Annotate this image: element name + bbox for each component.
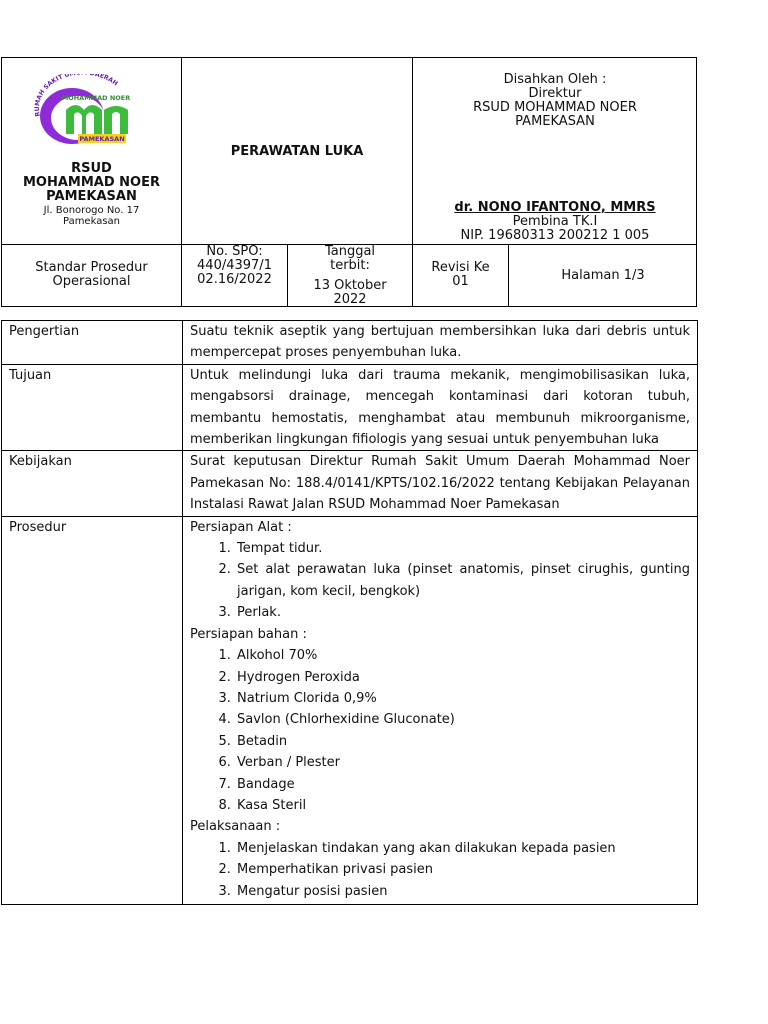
spo-number (182, 245, 287, 287)
document-title: PERAWATAN LUKA (230, 144, 364, 159)
list-item: 2. Set alat perawatan luka (pinset anatomis, pinset cirughis, gunting jarigan, kom kecil, bengkok) (235, 559, 690, 602)
sop-label (2, 261, 181, 289)
spo-number-line: No. SPO: (206, 244, 263, 259)
revision-value: 01 (452, 274, 469, 289)
list-item: 3. Perlak. (235, 602, 690, 623)
list-item: 6. Verban / Plester (235, 752, 690, 773)
section-title: Persiapan Alat : (190, 519, 292, 535)
list-item: 2. Memperhatikan privasi pasien (235, 859, 690, 880)
hospital-logo (32, 74, 140, 146)
list-bahan (190, 645, 690, 816)
list-alat (190, 538, 690, 624)
list-item: 8. Kasa Steril (235, 795, 690, 816)
table-row (2, 516, 698, 904)
sop-label-line: Operasional (52, 274, 131, 289)
row-value: Untuk melindungi luka dari trauma mekanik, mengimobilisasikan luka, mengabsorsi drainage, mencegah kontaminasi dari kotoran tubuh, membantu hemostatis, menghambat atau membunuh mikroorganisme, memberikan lingkungan fifiologis yang sesuai untuk penyembuhan luka (183, 364, 698, 451)
address-line: Jl. Bonorogo No. 17 (43, 205, 140, 216)
revision-label: Revisi Ke (431, 260, 490, 275)
list-pelaksanaan (190, 838, 690, 902)
signature-block (413, 201, 697, 243)
approval-block (413, 73, 697, 129)
table-row (2, 364, 698, 451)
issue-date-value: 2022 (333, 292, 367, 307)
approver-org: RSUD MOHAMMAD NOER (473, 100, 637, 115)
list-item: 7. Bandage (235, 774, 690, 795)
issue-date-label: terbit: (330, 258, 370, 273)
row-value (183, 516, 698, 904)
list-item: 3. Mengatur posisi pasien (235, 881, 690, 902)
table-row (2, 321, 698, 365)
row-label: Prosedur (2, 516, 183, 904)
list-item: 2. Hydrogen Peroxida (235, 667, 690, 688)
hospital-name-line: MOHAMMAD NOER (22, 175, 160, 190)
list-item: 1. Alkohol 70% (235, 645, 690, 666)
approver-role: Direktur (528, 86, 582, 101)
list-item: 1. Tempat tidur. (235, 538, 690, 559)
row-value: Suatu teknik aseptik yang bertujuan membersihkan luka dari debris untuk mempercepat proses penyembuhan luka. (183, 321, 698, 365)
revision (413, 261, 508, 289)
section-title: Pelaksanaan : (190, 819, 281, 835)
hospital-name (2, 162, 181, 204)
hospital-address (2, 205, 181, 227)
list-item: 4. Savlon (Chlorhexidine Gluconate) (235, 709, 690, 730)
logo-city: PAMEKASAN (79, 135, 125, 143)
document-header (1, 57, 697, 307)
spo-number-line: 02.16/2022 (197, 272, 272, 287)
issue-date-label: Tanggal (324, 244, 376, 259)
approver-org: PAMEKASAN (515, 114, 595, 129)
sop-table (1, 320, 698, 905)
row-label: Kebijakan (2, 451, 183, 516)
sop-label-line: Standar Prosedur (35, 260, 148, 275)
list-item: 5. Betadin (235, 731, 690, 752)
signer-rank: Pembina TK.I (512, 214, 598, 229)
section-title: Persiapan bahan : (190, 626, 307, 642)
list-item: 3. Natrium Clorida 0,9% (235, 688, 690, 709)
signer-nip: NIP. 19680313 200212 1 005 (460, 228, 650, 243)
hospital-name-line: PAMEKASAN (46, 189, 137, 204)
issue-date (288, 245, 412, 307)
spo-number-line: 440/4397/1 (197, 258, 272, 273)
list-item: 1. Menjelaskan tindakan yang akan dilakukan kepada pasien (235, 838, 690, 859)
row-label: Tujuan (2, 364, 183, 451)
address-line: Pamekasan (62, 216, 121, 227)
table-row (2, 451, 698, 516)
logo-name: MOHAMMAD NOER (61, 94, 131, 102)
page-info: Halaman 1/3 (561, 268, 645, 283)
issue-date-value: 13 Oktober (313, 278, 387, 293)
signer-name: dr. NONO IFANTONO, MMRS (454, 200, 656, 215)
hospital-name-line: RSUD (71, 161, 112, 176)
approved-by-label: Disahkan Oleh : (503, 72, 607, 87)
logo-arc-text: RUMAH SAKIT U AERAH (33, 74, 119, 118)
row-value: Surat keputusan Direktur Rumah Sakit Umum Daerah Mohammad Noer Pamekasan No: 188.4/0141/KPTS/102.16/2022 tentang Kebijakan Pelayanan Instalasi Rawat Jalan RSUD Mohammad Noer Pamekasan (183, 451, 698, 516)
row-label: Pengertian (2, 321, 183, 365)
